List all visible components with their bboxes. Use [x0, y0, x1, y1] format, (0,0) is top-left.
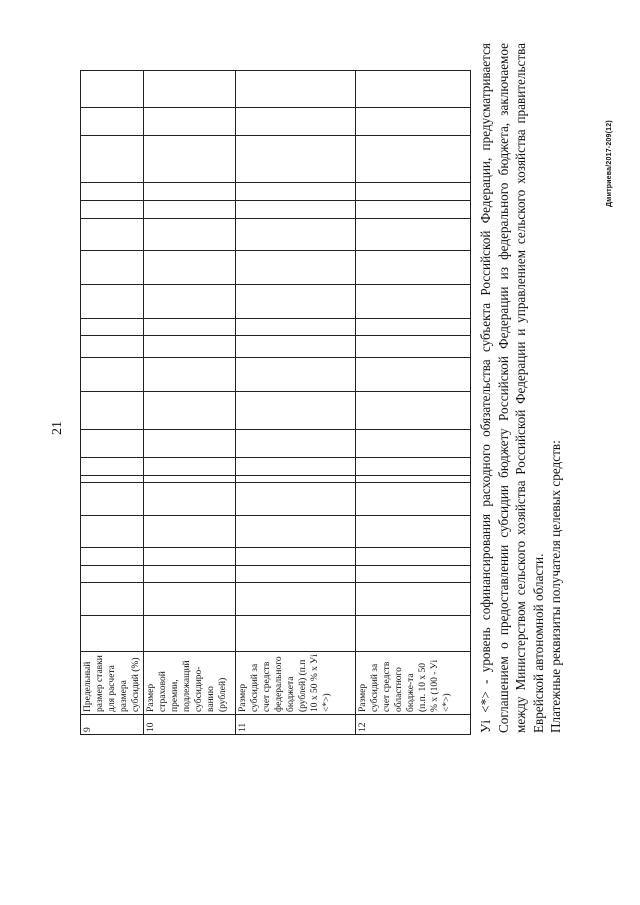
empty-cell [81, 457, 144, 475]
page-number: 21 [50, 421, 65, 435]
empty-cell [81, 251, 144, 285]
empty-cell [356, 475, 471, 482]
row-number: 12 [356, 714, 471, 734]
table-row [144, 71, 236, 735]
payment-details-text: Платежные реквизиты получателя целевых средств: [548, 440, 563, 733]
empty-cell [81, 201, 144, 219]
empty-cell [81, 336, 144, 357]
empty-cell [236, 565, 356, 582]
empty-cell [144, 547, 236, 565]
empty-cell [236, 475, 356, 482]
empty-cell [144, 71, 236, 108]
empty-cell [81, 357, 144, 391]
empty-cell [81, 615, 144, 651]
empty-cell [356, 183, 471, 201]
empty-cell [356, 482, 471, 515]
empty-cell [236, 285, 356, 319]
empty-cell [81, 475, 144, 482]
empty-cell [81, 183, 144, 201]
empty-cell [356, 136, 471, 183]
empty-cell [356, 391, 471, 429]
empty-cell [144, 515, 236, 547]
empty-cell [356, 515, 471, 547]
empty-cell [81, 219, 144, 251]
empty-cell [356, 547, 471, 565]
empty-cell [356, 429, 471, 457]
empty-cell [144, 219, 236, 251]
empty-cell [236, 429, 356, 457]
row-number: 10 [144, 714, 236, 734]
empty-cell [81, 285, 144, 319]
empty-cell [144, 336, 236, 357]
row-number: 9 [81, 714, 144, 734]
empty-cell [81, 515, 144, 547]
row-label: Размер страховой премии, подлежащий субсидиро-ванию (рублей) [144, 651, 236, 714]
empty-cell [81, 582, 144, 615]
empty-cell [356, 251, 471, 285]
empty-cell [356, 336, 471, 357]
empty-cell [356, 319, 471, 336]
empty-cell [81, 319, 144, 336]
empty-cell [81, 108, 144, 136]
empty-cell [144, 285, 236, 319]
empty-cell [81, 71, 144, 108]
empty-cell [236, 71, 356, 108]
table-row [81, 71, 144, 735]
empty-cell [236, 457, 356, 475]
empty-cell [81, 429, 144, 457]
empty-cell [356, 357, 471, 391]
empty-cell [81, 547, 144, 565]
empty-cell [144, 357, 236, 391]
empty-cell [81, 136, 144, 183]
subsidy-table [80, 70, 471, 735]
footnote-text: Уi <*> - уровень софинансирования расходного обязательства субъекта Российской Федерации, предусматривается Соглашением о предоставлении субсидии бюджету Российской Федерации из федерального бюджета, заключаемое между Министерством сельского хозяйства Российской Федерации и управлением сельского хозяйства правительства Еврейской автономной области. [478, 43, 546, 733]
empty-cell [144, 183, 236, 201]
footnotes [477, 43, 565, 733]
empty-cell [144, 429, 236, 457]
empty-cell [144, 201, 236, 219]
empty-cell [81, 391, 144, 429]
empty-cell [356, 71, 471, 108]
empty-cell [236, 357, 356, 391]
empty-cell [144, 475, 236, 482]
empty-cell [144, 391, 236, 429]
empty-cell [144, 482, 236, 515]
empty-cell [81, 565, 144, 582]
empty-cell [236, 515, 356, 547]
empty-cell [356, 219, 471, 251]
empty-cell [356, 582, 471, 615]
empty-cell [144, 136, 236, 183]
empty-cell [236, 391, 356, 429]
empty-cell [356, 615, 471, 651]
empty-cell [236, 201, 356, 219]
empty-cell [144, 457, 236, 475]
empty-cell [236, 183, 356, 201]
table-row [356, 71, 471, 735]
empty-cell [236, 482, 356, 515]
empty-cell [144, 565, 236, 582]
empty-cell [236, 547, 356, 565]
document-mark: Дмитриева/2017-209(12) [606, 120, 613, 207]
empty-cell [356, 201, 471, 219]
row-label: Размер субсидий за счет средств областного бюдже-та (п.п. 10 x 50 % x (100 - Уi <*>) [356, 651, 471, 714]
empty-cell [356, 108, 471, 136]
empty-cell [144, 251, 236, 285]
empty-cell [356, 285, 471, 319]
empty-cell [236, 251, 356, 285]
empty-cell [81, 482, 144, 515]
empty-cell [236, 136, 356, 183]
table-row [236, 71, 356, 735]
empty-cell [356, 457, 471, 475]
empty-cell [236, 336, 356, 357]
empty-cell [144, 615, 236, 651]
empty-cell [236, 219, 356, 251]
row-label: Предельный размер ставки для расчета размера субсидий (%) [81, 651, 144, 714]
empty-cell [144, 582, 236, 615]
empty-cell [236, 582, 356, 615]
empty-cell [236, 615, 356, 651]
row-label: Размер субсидий за счет средств федерального бюджета (рублей) (п.п 10 x 50 % x Уi <*>) [236, 651, 356, 714]
row-number: 11 [236, 714, 356, 734]
empty-cell [356, 565, 471, 582]
empty-cell [144, 319, 236, 336]
empty-cell [236, 108, 356, 136]
empty-cell [236, 319, 356, 336]
empty-cell [144, 108, 236, 136]
